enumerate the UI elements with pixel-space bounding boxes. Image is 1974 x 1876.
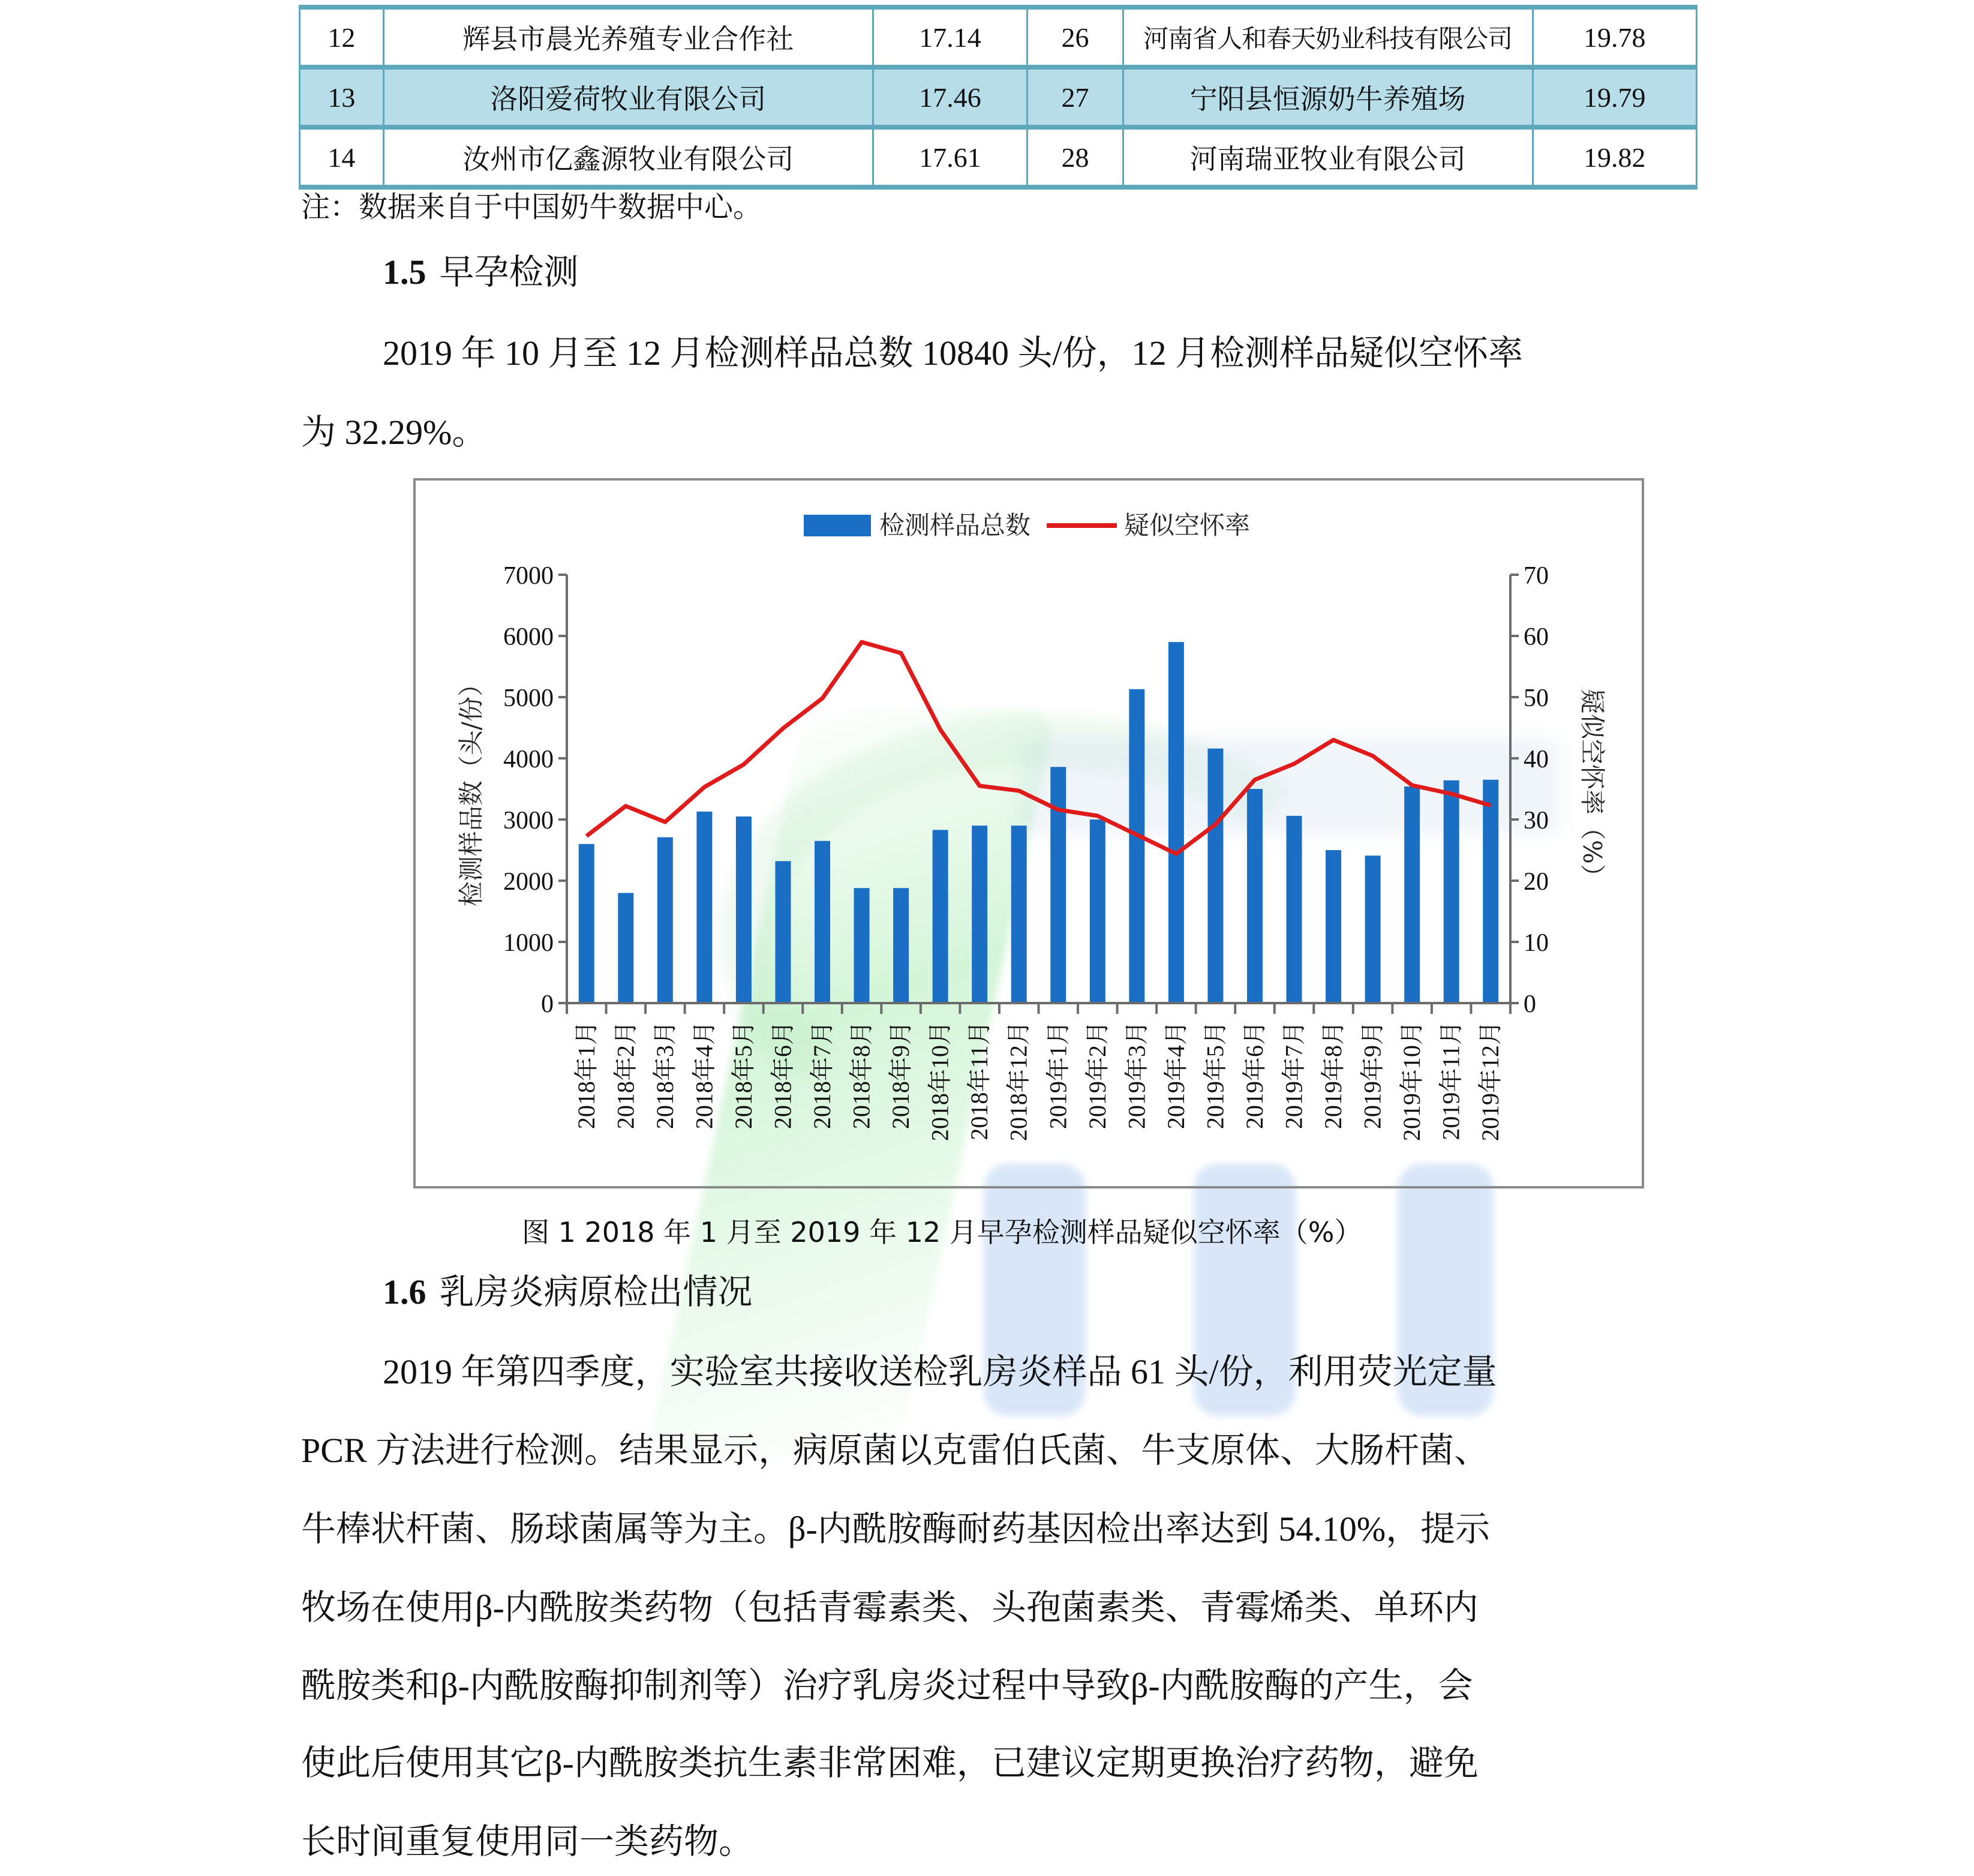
company-name-cell: 河南省人和春天奶业科技有限公司	[1123, 7, 1533, 67]
bar	[579, 844, 594, 1003]
x-tick-label: 2019年7月	[1280, 1021, 1308, 1129]
bar	[815, 841, 830, 1003]
bar	[657, 838, 673, 1003]
x-tick-label: 2018年7月	[809, 1021, 836, 1129]
x-tick-label: 2019年12月	[1477, 1021, 1504, 1141]
bar	[1365, 856, 1381, 1003]
rank-cell: 26	[1027, 7, 1123, 67]
rank-cell: 28	[1027, 127, 1123, 187]
x-tick-label: 2019年9月	[1359, 1021, 1386, 1129]
paragraph-line: 牧场在使用β-内酰胺类药物（包括青霉素类、头孢菌素类、青霉烯类、单环内	[301, 1588, 1479, 1627]
bar	[972, 826, 987, 1003]
rank-cell: 27	[1027, 67, 1123, 127]
value-cell: 19.82	[1533, 127, 1696, 187]
paragraph-line: 牛棒状杆菌、肠球菌属等为主。β-内酰胺酶耐药基因检出率达到 54.10%，提示	[301, 1509, 1491, 1548]
x-tick-label: 2019年8月	[1320, 1021, 1347, 1129]
y-tick-label: 4000	[503, 746, 554, 773]
y-tick-label: 3000	[503, 807, 554, 835]
x-tick-label: 2018年10月	[926, 1021, 954, 1141]
x-tick-label: 2019年6月	[1240, 1021, 1268, 1129]
bar	[1050, 767, 1066, 1003]
bar	[1168, 642, 1184, 1003]
rate-line	[587, 642, 1491, 854]
y2-tick-label: 70	[1524, 562, 1549, 590]
company-name-cell: 河南瑞亚牧业有限公司	[1123, 127, 1533, 187]
bar	[1404, 787, 1420, 1003]
value-cell: 19.78	[1533, 7, 1696, 67]
y-tick-label: 7000	[503, 562, 554, 590]
legend-label: 检测样品总数	[879, 511, 1031, 540]
company-name-cell: 洛阳爱荷牧业有限公司	[383, 67, 873, 127]
y-tick-label: 1000	[503, 929, 554, 957]
bar	[933, 830, 948, 1003]
bar	[618, 893, 633, 1003]
bar	[696, 812, 712, 1003]
bar	[1207, 749, 1223, 1003]
x-tick-label: 2019年3月	[1123, 1021, 1150, 1129]
legend-label: 疑似空怀率	[1124, 511, 1251, 540]
bar	[1011, 826, 1027, 1003]
rank-cell: 13	[300, 67, 384, 127]
x-tick-label: 2018年12月	[1005, 1021, 1032, 1141]
x-tick-label: 2019年11月	[1437, 1021, 1465, 1140]
x-tick-label: 2018年9月	[887, 1021, 915, 1129]
section-number: 1.5	[383, 253, 426, 292]
value-cell: 17.46	[873, 67, 1027, 127]
y2-tick-label: 30	[1524, 807, 1549, 835]
x-tick-label: 2019年10月	[1398, 1021, 1426, 1141]
x-tick-label: 2018年6月	[769, 1021, 797, 1129]
y-tick-label: 6000	[503, 623, 554, 651]
left-axis-title: 检测样品数（头/份）	[456, 671, 486, 907]
x-tick-label: 2019年5月	[1201, 1021, 1229, 1129]
paragraph-line: 长时间重复使用同一类药物。	[301, 1822, 754, 1861]
x-tick-label: 2018年3月	[651, 1021, 678, 1129]
y2-tick-label: 60	[1524, 623, 1549, 651]
paragraph-line: 为 32.29%。	[301, 413, 487, 452]
y2-tick-label: 10	[1524, 929, 1549, 957]
y2-tick-label: 20	[1524, 868, 1549, 896]
section-title: 乳房炎病原检出情况	[439, 1272, 753, 1311]
x-tick-label: 2019年1月	[1044, 1021, 1072, 1129]
value-cell: 17.14	[873, 7, 1027, 67]
rank-cell: 14	[300, 127, 384, 187]
company-name-cell: 宁阳县恒源奶牛养殖场	[1123, 67, 1533, 127]
value-cell: 19.79	[1533, 67, 1696, 127]
bar	[775, 861, 791, 1003]
x-tick-label: 2019年2月	[1083, 1021, 1111, 1129]
bar	[1483, 780, 1498, 1003]
company-name-cell: 汝州市亿鑫源牧业有限公司	[383, 127, 873, 187]
x-tick-label: 2018年11月	[966, 1021, 993, 1140]
x-tick-label: 2019年4月	[1162, 1021, 1189, 1129]
bar	[854, 888, 870, 1003]
paragraph-line: 使此后使用其它β-内酰胺类抗生素非常困难，已建议定期更换治疗药物，避免	[301, 1743, 1479, 1782]
x-tick-label: 2018年5月	[729, 1021, 757, 1129]
value-cell: 17.61	[873, 127, 1027, 187]
section-heading-1-6	[383, 1272, 753, 1311]
paragraph-line: 2019 年 10 月至 12 月检测样品总数 10840 头/份，12 月检测样品疑似空怀率	[383, 334, 1524, 373]
y-tick-label: 0	[541, 990, 554, 1018]
y-tick-label: 2000	[503, 868, 554, 896]
section-title: 早孕检测	[439, 253, 579, 292]
company-name-cell: 辉县市晨光养殖专业合作社	[383, 7, 873, 67]
paragraph-line: 2019 年第四季度，实验室共接收送检乳房炎样品 61 头/份，利用荧光定量	[383, 1352, 1497, 1391]
rank-cell: 12	[300, 7, 384, 67]
y2-tick-label: 0	[1524, 990, 1536, 1018]
x-tick-label: 2018年2月	[612, 1021, 639, 1129]
y2-tick-label: 50	[1524, 685, 1549, 712]
paragraph-line: 酰胺类和β-内酰胺酶抑制剂等）治疗乳房炎过程中导致β-内酰胺酶的产生，会	[301, 1666, 1473, 1705]
y-tick-label: 5000	[503, 685, 554, 712]
bar	[1129, 689, 1144, 1003]
section-number: 1.6	[383, 1272, 426, 1311]
table-note: 注：数据来自于中国奶牛数据中心。	[301, 191, 762, 223]
x-tick-label: 2018年4月	[690, 1021, 718, 1129]
x-tick-label: 2018年1月	[572, 1021, 600, 1129]
figure-caption: 图 1 2018 年 1 月至 2019 年 12 月早孕检测样品疑似空怀率（%）	[522, 1216, 1362, 1248]
bar	[1444, 781, 1459, 1003]
bar	[1247, 789, 1263, 1003]
bar	[1326, 850, 1341, 1003]
y2-tick-label: 40	[1524, 746, 1549, 773]
bar	[893, 888, 909, 1003]
bar	[1090, 820, 1105, 1003]
bar	[736, 817, 752, 1003]
right-axis-title: 疑似空怀率（%）	[1578, 689, 1607, 889]
bar	[1287, 816, 1302, 1003]
x-tick-label: 2018年8月	[848, 1021, 875, 1129]
paragraph-line: PCR 方法进行检测。结果显示，病原菌以克雷伯氏菌、牛支原体、大肠杆菌、	[301, 1431, 1489, 1470]
legend-swatch-bar	[804, 515, 871, 536]
